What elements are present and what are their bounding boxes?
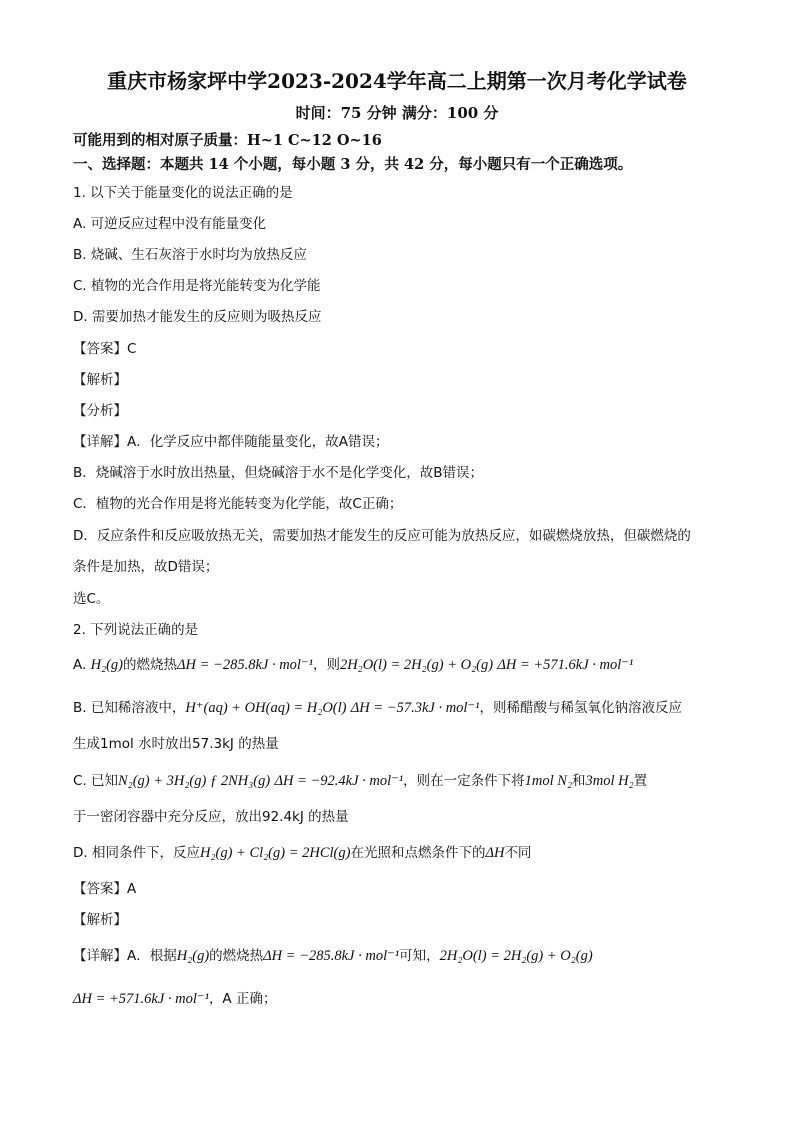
- option-text: ，则在一定条件下将: [403, 773, 525, 789]
- equation: N₂(g) + 3H₂(g) ƒ 2NH₃(g): [118, 773, 271, 789]
- atomic-masses: 可能用到的相对原子质量：H~1 C~12 O~16: [73, 132, 382, 149]
- q1-option-d: D. 需要加热才能发生的反应则为吸热反应: [73, 309, 322, 325]
- option-text: 已知: [91, 773, 119, 789]
- option-text: 和: [572, 773, 586, 789]
- q2-option-d: [73, 843, 531, 863]
- equation: H⁺(aq) + OH(aq) = H₂O(l): [185, 700, 347, 716]
- q2-option-a: [73, 655, 633, 675]
- equation: 2H₂O(l) = 2H₂(g) + O₂(g): [339, 657, 494, 673]
- q2-jiexi-label: 【解析】: [73, 912, 127, 928]
- q2-detail-line: [73, 946, 593, 966]
- detail-text: ，A 正确；: [208, 991, 277, 1007]
- formula: ΔH = −285.8kJ · mol⁻¹: [177, 657, 313, 673]
- answer-value: C: [127, 341, 137, 357]
- formula: 3mol H₂: [585, 773, 634, 789]
- answer-label: 【答案】: [73, 881, 127, 897]
- option-text: ，则稀醋酸与稀氢氧化钠溶液反应: [479, 700, 682, 716]
- option-text: 相同条件下，反应: [91, 845, 200, 861]
- q1-fenxi-label: 【分析】: [73, 403, 127, 419]
- q1-option-a: A. 可逆反应过程中没有能量变化: [73, 216, 267, 232]
- answer-label: 【答案】: [73, 341, 127, 357]
- option-text: 的燃烧热: [123, 657, 178, 673]
- q1-option-c: C. 植物的光合作用是将光能转变为化学能: [73, 278, 321, 294]
- section-heading: 一、选择题：本题共 14 个小题，每小题 3 分，共 42 分，每小题只有一个正确选项。: [73, 156, 633, 173]
- formula: ΔH = −285.8kJ · mol⁻¹: [263, 948, 400, 964]
- option-text: 已知稀溶液中，: [90, 700, 186, 716]
- q2-option-b-cont: 生成1mol 水时放出57.3kJ 的热量: [73, 736, 279, 752]
- q1-detail-line: C．植物的光合作用是将光能转变为化学能，故C正确；: [73, 496, 403, 512]
- equation: 2H₂O(l) = 2H₂(g) + O₂(g): [439, 948, 593, 964]
- option-text: 在光照和点燃条件下的: [350, 845, 486, 861]
- q1-detail-line: 条件是加热，故D错误；: [73, 559, 219, 575]
- detail-text: 【详解】A．根据: [73, 948, 177, 964]
- formula: ΔH: [485, 845, 505, 861]
- q1-detail-line: 选C。: [73, 591, 110, 607]
- q2-option-c-cont: 于一密闭容器中充分反应，放出92.4kJ 的热量: [73, 809, 349, 825]
- formula: ΔH = +571.6kJ · mol⁻¹: [497, 657, 634, 673]
- option-text: ，则: [312, 657, 340, 673]
- formula: ΔH = −57.3kJ · mol⁻¹: [350, 700, 480, 716]
- q1-detail-line: D．反应条件和反应吸放热无关，需要加热才能发生的反应可能为放热反应，如碳燃烧放热，但碳燃烧的: [73, 528, 691, 544]
- option-label: C.: [73, 773, 87, 789]
- q2-detail-line: [73, 989, 276, 1009]
- option-label: A.: [73, 657, 87, 673]
- exam-title: 重庆市杨家坪中学2023-2024学年高二上期第一次月考化学试卷: [107, 69, 687, 93]
- detail-text: 的燃烧热: [209, 948, 264, 964]
- exam-time-info: 时间：75 分钟 满分：100 分: [295, 104, 499, 122]
- q2-option-b: [73, 698, 682, 718]
- q1-option-b: B. 烧碱、生石灰溶于水时均为放热反应: [73, 247, 307, 263]
- answer-value: A: [127, 881, 137, 897]
- q1-detail-line: 【详解】A．化学反应中都伴随能量变化，故A错误；: [73, 434, 389, 450]
- option-label: B.: [73, 700, 87, 716]
- detail-text: 可知，: [399, 948, 440, 964]
- q2-answer: [73, 879, 136, 899]
- option-text: 不同: [504, 845, 532, 861]
- formula: ΔH = −92.4kJ · mol⁻¹: [274, 773, 404, 789]
- q1-stem: 1. 以下关于能量变化的说法正确的是: [73, 185, 293, 201]
- formula: H₂(g): [90, 657, 124, 673]
- option-label: D.: [73, 845, 88, 861]
- q2-option-c: [73, 771, 647, 791]
- option-text: 置: [633, 773, 648, 789]
- formula: H₂(g): [176, 948, 210, 964]
- q1-answer: [73, 339, 136, 359]
- q2-stem: 2. 下列说法正确的是: [73, 622, 199, 638]
- q1-detail-line: B．烧碱溶于水时放出热量，但烧碱溶于水不是化学变化，故B错误；: [73, 465, 484, 481]
- equation: H₂(g) + Cl₂(g) = 2HCl(g): [199, 845, 351, 861]
- formula: ΔH = +571.6kJ · mol⁻¹: [73, 991, 209, 1007]
- formula: 1mol N₂: [524, 773, 573, 789]
- q1-jiexi-label: 【解析】: [73, 372, 127, 388]
